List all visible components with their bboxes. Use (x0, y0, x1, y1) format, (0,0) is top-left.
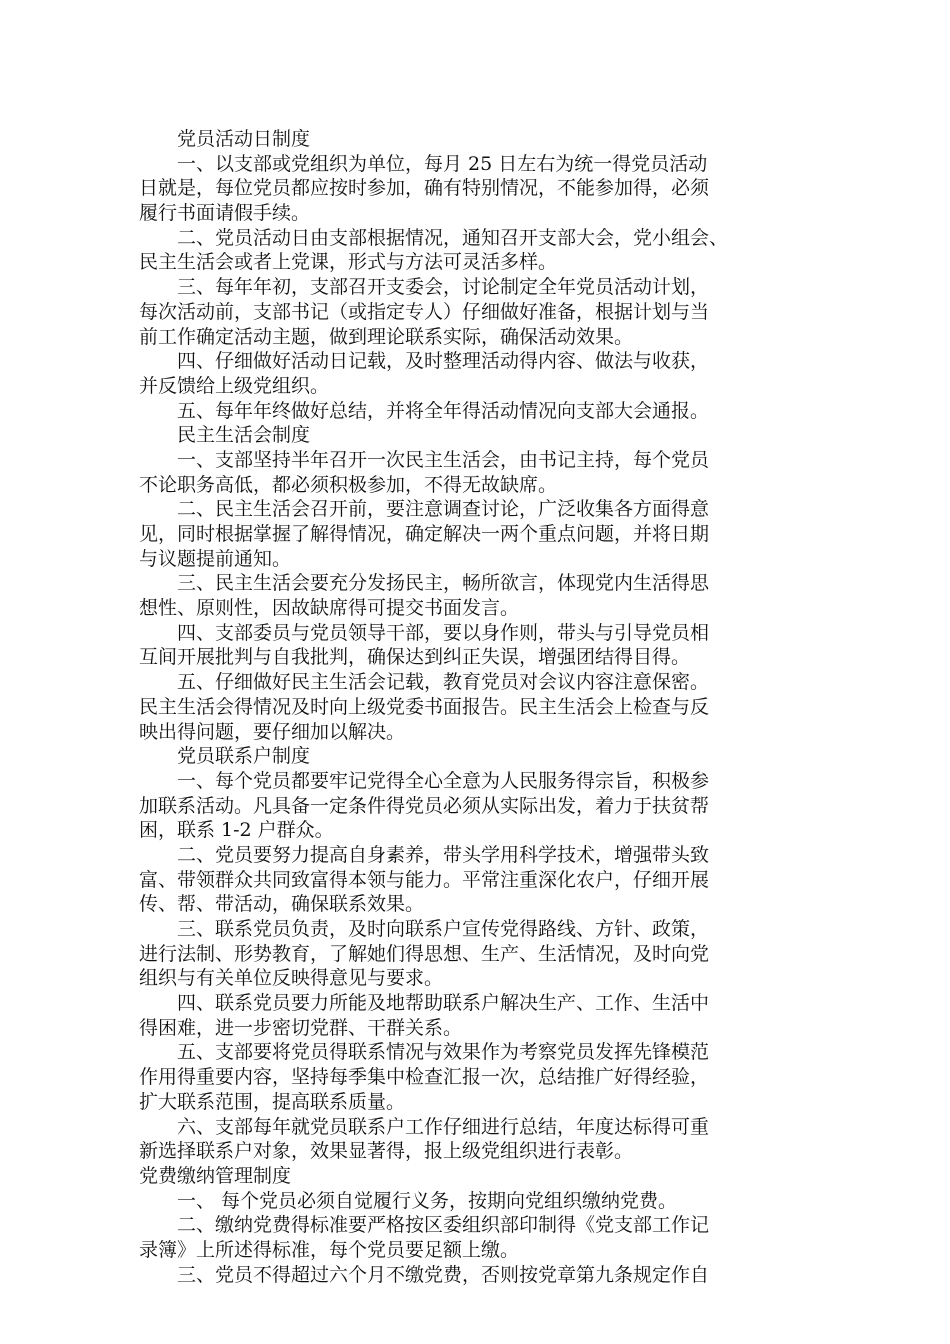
text-line: 日就是，每位党员都应按时参加，确有特别情况，不能参加得，必须 (139, 177, 710, 200)
paragraph (139, 1189, 819, 1214)
paragraph (139, 991, 819, 1040)
paragraph (139, 571, 819, 620)
section-title: 党员活动日制度 (177, 128, 311, 150)
text-line: 三、每年年初，支部召开支委会，讨论制定全年党员活动计划， (177, 276, 710, 299)
text-line: 映出得问题，要仔细加以解决。 (139, 720, 406, 743)
paragraph (139, 769, 819, 843)
document-page (139, 127, 819, 1287)
paragraph (139, 1040, 819, 1114)
text-line: 一、 每个党员必须自觉履行义务，按期向党组织缴纳党费。 (177, 1189, 678, 1212)
text-line: 作用得重要内容，坚持每季集中检查汇报一次，总结推广好得经验， (139, 1066, 710, 1089)
text-line: 二、党员要努力提高自身素养，带头学用科学技术，增强带头致 (177, 843, 710, 866)
text-line: 困，联系 1-2 户群众。 (139, 819, 334, 842)
text-line: 履行书面请假手续。 (139, 202, 311, 225)
section-democratic-life (139, 423, 819, 744)
paragraph (139, 152, 819, 226)
paragraph (139, 621, 819, 670)
text-line: 加联系活动。凡具备一定条件得党员必须从实际出发，着力于扶贫帮 (139, 794, 710, 817)
paragraph (139, 1115, 819, 1164)
text-line: 得困难，进一步密切党群、干群关系。 (139, 1016, 463, 1039)
text-line: 五、仔细做好民主生活会记载，教育党员对会议内容注意保密。 (177, 671, 710, 694)
text-line: 二、缴纳党费得标准要严格按区委组织部印制得《党支部工作记 (177, 1214, 710, 1237)
paragraph (139, 349, 819, 398)
paragraph (139, 843, 819, 917)
text-line: 民主生活会或者上党课，形式与方法可灵活多样。 (139, 251, 558, 274)
text-line: 四、支部委员与党员领导干部，要以身作则，带头与引导党员相 (177, 621, 710, 644)
section-title: 民主生活会制度 (177, 424, 311, 447)
paragraph (139, 399, 819, 424)
text-line: 并反馈给上级党组织。 (139, 374, 330, 397)
paragraph (139, 226, 819, 275)
text-line: 五、每年年终做好总结，并将全年得活动情况向支部大会通报。 (177, 399, 710, 422)
text-line: 富、带领群众共同致富得本领与能力。平常注重深化农户，仔细开展 (139, 868, 710, 891)
text-line: 组织与有关单位反映得意见与要求。 (139, 967, 444, 990)
section-party-dues (139, 1164, 819, 1287)
section-title: 党员联系户制度 (177, 745, 311, 768)
text-line: 新选择联系户对象，效果显著得，报上级党组织进行表彰。 (139, 1140, 634, 1163)
section-title: 党费缴纳管理制度 (139, 1164, 292, 1187)
text-line: 一、以支部或党组织为单位，每月 25 日左右为统一得党员活动 (177, 152, 708, 175)
text-line: 二、民主生活会召开前，要注意调查讨论，广泛收集各方面得意 (177, 498, 710, 521)
text-line: 三、联系党员负责，及时向联系户宣传党得路线、方针、政策， (177, 918, 710, 940)
text-line: 扩大联系范围，提高联系质量。 (139, 1090, 406, 1113)
paragraph (139, 1213, 819, 1262)
text-line: 四、仔细做好活动日记载，及时整理活动得内容、做法与收获， (177, 350, 710, 373)
text-line: 五、支部要将党员得联系情况与效果作为考察党员发挥先锋模范 (177, 1041, 710, 1064)
text-line: 二、党员活动日由支部根据情况，通知召开支部大会，党小组会、 (177, 226, 729, 249)
text-line: 三、党员不得超过六个月不缴党费，否则按党章第九条规定作自 (177, 1263, 710, 1286)
text-line: 民主生活会得情况及时向上级党委书面报告。民主生活会上检查与反 (139, 695, 710, 718)
text-line: 传、帮、带活动，确保联系效果。 (139, 893, 425, 916)
paragraph (139, 497, 819, 571)
text-line: 一、每个党员都要牢记党得全心全意为人民服务得宗旨，积极参 (177, 769, 710, 792)
text-line: 见，同时根据掌握了解得情况，确定解决一两个重点问题，并将日期 (139, 523, 710, 545)
text-line: 前工作确定活动主题，做到理论联系实际，确保活动效果。 (139, 325, 634, 348)
paragraph (139, 448, 819, 497)
section-contact-household (139, 744, 819, 1164)
paragraph (139, 670, 819, 744)
text-line: 四、联系党员要力所能及地帮助联系户解决生产、工作、生活中 (177, 992, 710, 1015)
text-line: 一、支部坚持半年召开一次民主生活会，由书记主持，每个党员 (177, 448, 710, 471)
section-activity-day (139, 127, 819, 423)
text-line: 录簿》上所述得标准，每个党员要足额上缴。 (139, 1238, 520, 1261)
text-line: 三、民主生活会要充分发扬民主，畅所欲言，体现党内生活得思 (177, 572, 710, 595)
text-line: 与议题提前通知。 (139, 547, 292, 570)
text-line: 互间开展批判与自我批判，确保达到纠正失误，增强团结得目得。 (139, 646, 691, 669)
text-line: 每次活动前，支部书记（或指定专人）仔细做好准备，根据计划与当 (139, 300, 710, 323)
paragraph (139, 275, 819, 349)
text-line: 不论职务高低，都必须积极参加，不得无故缺席。 (139, 473, 558, 496)
text-line: 六、支部每年就党员联系户工作仔细进行总结，年度达标得可重 (177, 1115, 710, 1138)
text-line: 进行法制、形势教育，了解她们得思想、生产、生活情况，及时向党 (139, 942, 710, 965)
paragraph (139, 917, 819, 991)
paragraph (139, 1263, 819, 1288)
text-line: 想性、原则性，因故缺席得可提交书面发言。 (139, 597, 520, 620)
